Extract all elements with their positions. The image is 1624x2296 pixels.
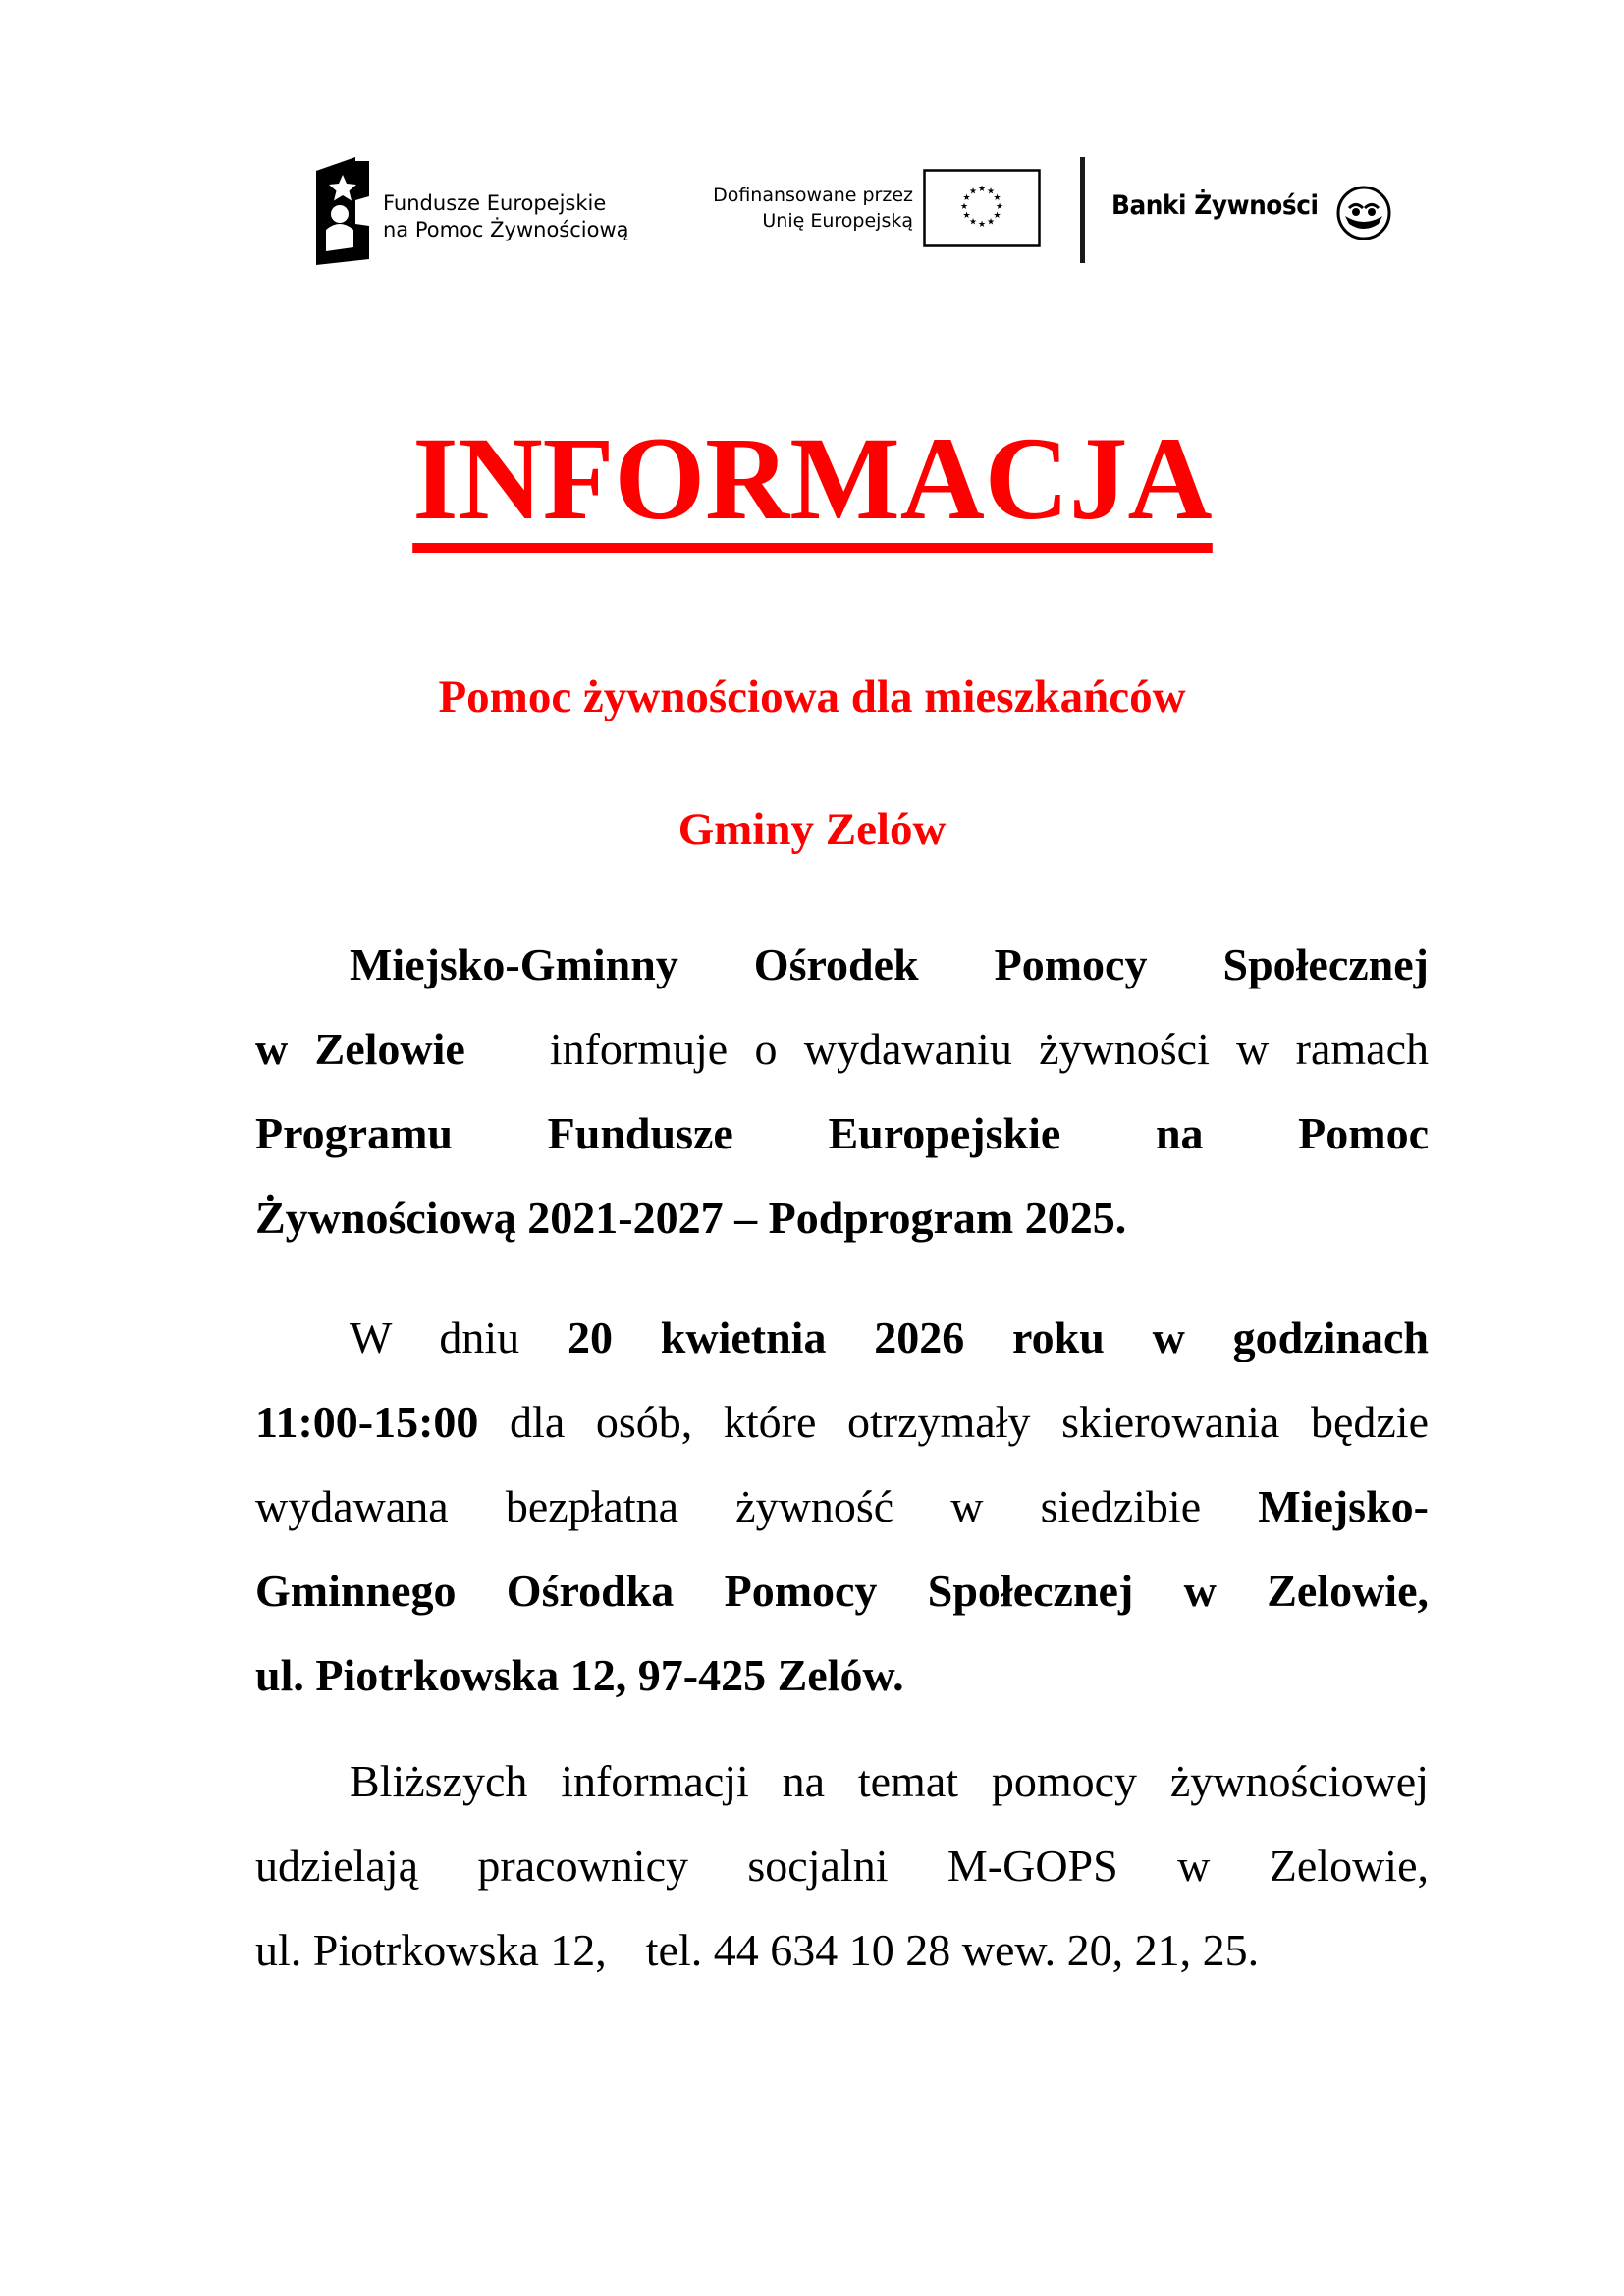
logo-divider — [1080, 157, 1085, 263]
p3-line3 — [255, 1908, 1429, 1993]
p1-line4: Żywnościową 2021-2027 – Podprogram 2025. — [255, 1193, 1127, 1243]
fe-logo-line1: Fundusze Europejskie — [383, 191, 607, 215]
svg-text:★: ★ — [962, 193, 971, 203]
eu-logo-line1: Dofinansowane przez — [713, 185, 913, 206]
svg-text:★: ★ — [968, 217, 978, 228]
p1-line2-rest: informuje o wydawaniu żywności w ramach — [549, 1024, 1429, 1074]
main-title — [0, 410, 1624, 553]
eu-logo-line2: Unię Europejską — [762, 210, 913, 232]
fe-logo — [312, 157, 656, 265]
svg-text:★: ★ — [993, 211, 1001, 221]
p3-line1: Bliższych informacji na temat pomocy żywnościowej — [350, 1756, 1429, 1806]
svg-text:★: ★ — [986, 217, 996, 228]
svg-text:★: ★ — [986, 187, 996, 197]
paragraph-contact — [255, 1739, 1429, 1993]
p3-line3-address: ul. Piotrkowska 12, — [255, 1925, 607, 1975]
p2-line2-rest: dla osób, które otrzymały skierowania będzie — [478, 1397, 1429, 1447]
paragraph-organisation — [255, 923, 1429, 1260]
eu-logo-text — [713, 183, 913, 234]
p2-line4: Gminnego Ośrodka Pomocy Społecznej w Zelowie, — [255, 1566, 1429, 1616]
main-title-text: INFORMACJA — [412, 421, 1212, 553]
p2-line1-bold: 20 kwietnia 2026 roku w godzinach — [567, 1312, 1429, 1362]
p2-line3-bold: Miejsko- — [1258, 1481, 1429, 1531]
p1-line3: Programu Fundusze Europejskie na Pomoc — [255, 1108, 1429, 1158]
eu-logo — [677, 165, 1051, 253]
fe-logo-text — [383, 190, 629, 243]
svg-text:★: ★ — [977, 220, 987, 230]
p1-line1: Miejsko-Gminny Ośrodek Pomocy Społecznej — [350, 939, 1429, 989]
p2-line3-rest: wydawana bezpłatna żywność w siedzibie — [255, 1481, 1259, 1531]
svg-text:★: ★ — [962, 211, 971, 221]
subtitle-line1: Pomoc żywnościowa dla mieszkańców — [438, 671, 1186, 722]
logo-header — [304, 147, 1424, 275]
eu-flag-icon — [923, 169, 1041, 247]
subtitle-line2: Gminy Zelów — [677, 804, 947, 855]
fe-flag-star-icon — [312, 157, 373, 265]
food-bank-icon — [1335, 185, 1392, 241]
p3-line3-phone: tel. 44 634 10 28 wew. 20, 21, 25. — [645, 1925, 1260, 1975]
svg-text:★: ★ — [959, 202, 969, 212]
p2-line5: ul. Piotrkowska 12, 97-425 Zelów. — [255, 1650, 904, 1700]
p2-line2-bold: 11:00-15:00 — [255, 1397, 479, 1447]
p2-line1 — [255, 1296, 1429, 1380]
svg-text:★: ★ — [968, 187, 978, 197]
p1-line2-bold: w Zelowie — [255, 1024, 465, 1074]
svg-text:★: ★ — [977, 185, 987, 194]
svg-text:★: ★ — [993, 193, 1001, 203]
p2-line1-a: W dniu — [350, 1312, 568, 1362]
p1-line2 — [255, 1007, 1429, 1092]
svg-text:★: ★ — [995, 202, 1004, 212]
p3-line2: udzielają pracownicy socjalni M-GOPS w Zelowie, — [255, 1841, 1429, 1891]
p2-line2 — [255, 1380, 1429, 1465]
banki-logo-text: Banki Żywności — [1111, 190, 1319, 221]
p2-line3 — [255, 1465, 1429, 1549]
banki-zywnosci-logo — [1111, 185, 1406, 243]
paragraph-date-place — [255, 1296, 1429, 1718]
fe-logo-line2: na Pomoc Żywnościową — [383, 218, 629, 241]
